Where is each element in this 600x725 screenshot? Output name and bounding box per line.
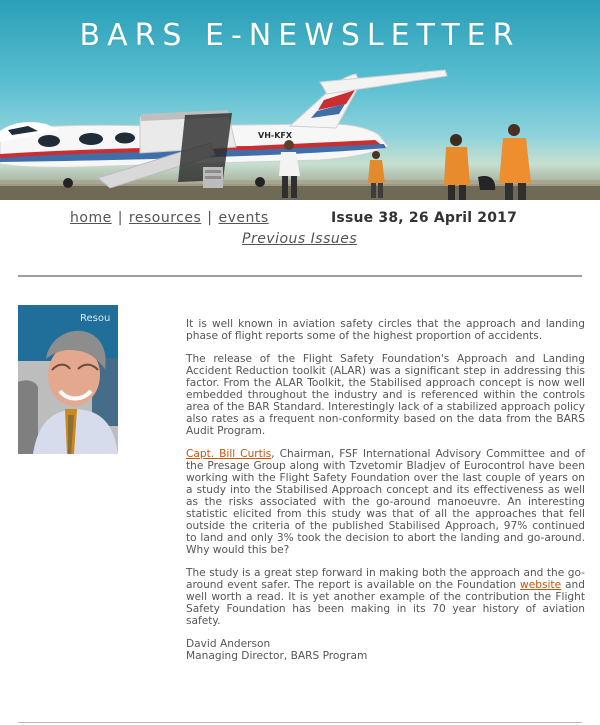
paragraph-3-text: , Chairman, FSF International Advisory Committee and of the Presage Group along with Tzvetomir Bladjev of Eurocontrol have been working with the Flight Safety Foundation over the last couple of years on a study into the Stabilised Approach concept and its effectiveness as well as the risks associated with the go-around manoeuvre. An interesting statistic elicited from this study was that of all the approaches that fell outside the criteria of the published Stabilised Approach, 97% continued to land and only 3% took the decision to abort the landing and go-around. Why would this be?: [186, 448, 585, 556]
author-role: Managing Director, BARS Program: [186, 650, 368, 662]
nav-separator: |: [207, 210, 213, 226]
article-paragraph-3: [186, 448, 585, 556]
section-divider: [18, 275, 582, 277]
bottom-divider: [18, 722, 582, 723]
photo-backdrop-text: Resou: [80, 313, 111, 324]
newsletter-title: BARS E-NEWSLETTER: [79, 18, 521, 53]
signature-block: [186, 638, 585, 662]
header-banner: [0, 0, 600, 200]
article-paragraph-4: [186, 567, 585, 627]
editorial-article: [186, 318, 585, 662]
nav-resources-link[interactable]: resources: [128, 210, 202, 226]
nav-separator: |: [117, 210, 123, 226]
article-paragraph-1: It is well known in aviation safety circles that the approach and landing phase of flight reports some of the highest proportion of accidents.: [186, 318, 585, 342]
paragraph-4-outro: and well worth a read. It is yet another example of the contribution the Flight Safety Foundation has been making in its 70 year history of aviation safety.: [186, 579, 585, 627]
previous-issues-link[interactable]: Previous Issues: [242, 231, 358, 247]
author-photo: [18, 305, 118, 454]
paragraph-4-intro: The study is a great step forward in making both the approach and the go-around event safer. The report is available on the Foundation: [186, 567, 585, 591]
issue-label: Issue 38, 26 April 2017: [331, 210, 518, 226]
article-paragraph-2: The release of the Flight Safety Foundation's Approach and Landing Accident Reduction toolkit (ALAR) was a significant step in addressing this factor. From the ALAR Toolkit, the Stabilised approach concept is now well embedded throughout the industry and is referenced within the controls area of the BAR Standard. Interestingly lack of a stabilized approach policy also rates as a frequent non-conformity based on the data from the BARS Audit Program.: [186, 353, 585, 437]
author-name: David Anderson: [186, 638, 271, 650]
nav-home-link[interactable]: home: [70, 210, 112, 226]
top-navigation: [70, 210, 269, 226]
foundation-website-link[interactable]: website: [520, 579, 562, 591]
registration-mark: VH-KFX: [258, 131, 293, 140]
nav-events-link[interactable]: events: [218, 210, 269, 226]
capt-bill-curtis-link[interactable]: Capt. Bill Curtis: [186, 448, 272, 460]
